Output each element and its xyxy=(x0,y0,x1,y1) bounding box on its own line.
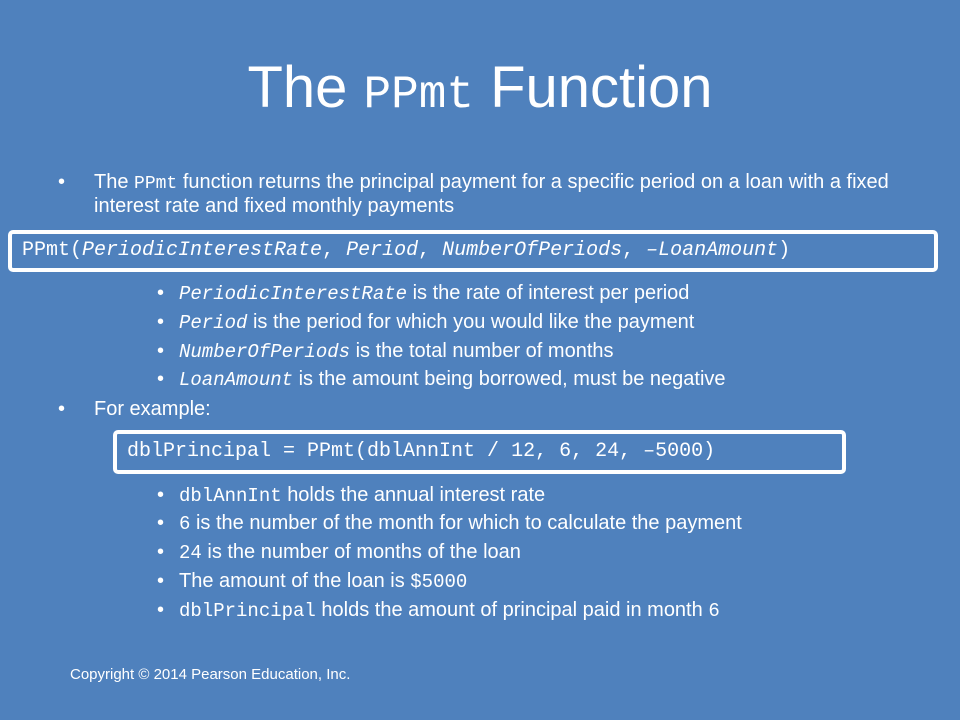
note-item xyxy=(157,598,720,623)
param-item xyxy=(157,367,726,392)
syntax-sep: , xyxy=(418,239,443,262)
bullet-dot: • xyxy=(157,340,165,362)
bullet-dot: • xyxy=(157,541,165,563)
note-code: dblAnnInt xyxy=(179,485,282,507)
note-text: is the number of months of the loan xyxy=(207,541,521,563)
syntax-sep: , xyxy=(322,239,347,262)
param-text: is the period for which you would like the payment xyxy=(252,311,695,333)
param-code: PeriodicInterestRate xyxy=(179,283,408,305)
intro-text xyxy=(94,171,894,217)
note-code: dblPrincipal xyxy=(179,600,316,622)
syntax-fn: PPmt( xyxy=(22,239,83,262)
syntax-sep: , xyxy=(622,239,647,262)
bullet-dot: • xyxy=(157,570,165,592)
syntax-arg-rate: PeriodicInterestRate xyxy=(82,239,323,262)
bullet-dot: • xyxy=(157,484,165,506)
note-item xyxy=(157,540,521,565)
slide-title xyxy=(0,52,960,131)
note-code: 24 xyxy=(179,542,202,564)
bullet-dot: • xyxy=(58,171,66,193)
bullet-dot: • xyxy=(157,311,165,333)
bullet-dot: • xyxy=(157,512,165,534)
example-code-box xyxy=(113,430,846,474)
title-suffix: Function xyxy=(490,55,713,120)
example-code: dblPrincipal = PPmt(dblAnnInt / 12, 6, 24, –5000) xyxy=(127,440,716,463)
intro-code: PPmt xyxy=(134,174,178,194)
param-item xyxy=(157,281,689,306)
bullet-dot: • xyxy=(157,282,165,304)
param-item xyxy=(157,310,694,335)
intro-text-after: function returns the principal payment for a specific period on a loan with a fixed interest rate and fixed monthly payments xyxy=(94,171,889,217)
syntax-code-box xyxy=(8,230,938,272)
syntax-arg-loan: –LoanAmount xyxy=(646,239,779,262)
bullet-dot: • xyxy=(157,599,165,621)
note-code: $5000 xyxy=(410,571,468,593)
note-item xyxy=(157,483,545,508)
syntax-arg-period: Period xyxy=(346,239,419,262)
syntax-arg-nper: NumberOfPeriods xyxy=(442,239,623,262)
syntax-close: ) xyxy=(778,239,791,262)
syntax-code xyxy=(22,234,790,268)
note-text: is the number of the month for which to calculate the payment xyxy=(195,512,742,534)
note-text: The amount of the loan is xyxy=(179,570,405,592)
note-text: holds the amount of principal paid in month xyxy=(321,599,703,621)
param-code: Period xyxy=(179,312,248,334)
title-code: PPmt xyxy=(363,69,474,121)
param-code: LoanAmount xyxy=(179,369,294,391)
note-item xyxy=(157,511,742,536)
example-label: For example: xyxy=(94,398,211,420)
copyright-footer: Copyright © 2014 Pearson Education, Inc. xyxy=(70,666,351,683)
param-text: is the amount being borrowed, must be negative xyxy=(298,368,726,390)
param-code: NumberOfPeriods xyxy=(179,341,351,363)
param-item xyxy=(157,339,614,364)
note-code: 6 xyxy=(179,513,191,535)
note-item xyxy=(157,569,467,594)
param-text: is the rate of interest per period xyxy=(412,282,690,304)
note-code: 6 xyxy=(708,600,720,622)
bullet-dot: • xyxy=(58,398,66,420)
param-text: is the total number of months xyxy=(355,340,614,362)
bullet-dot: • xyxy=(157,368,165,390)
intro-text-before: The xyxy=(94,171,129,193)
note-text: holds the annual interest rate xyxy=(287,484,546,506)
title-prefix: The xyxy=(247,55,348,120)
